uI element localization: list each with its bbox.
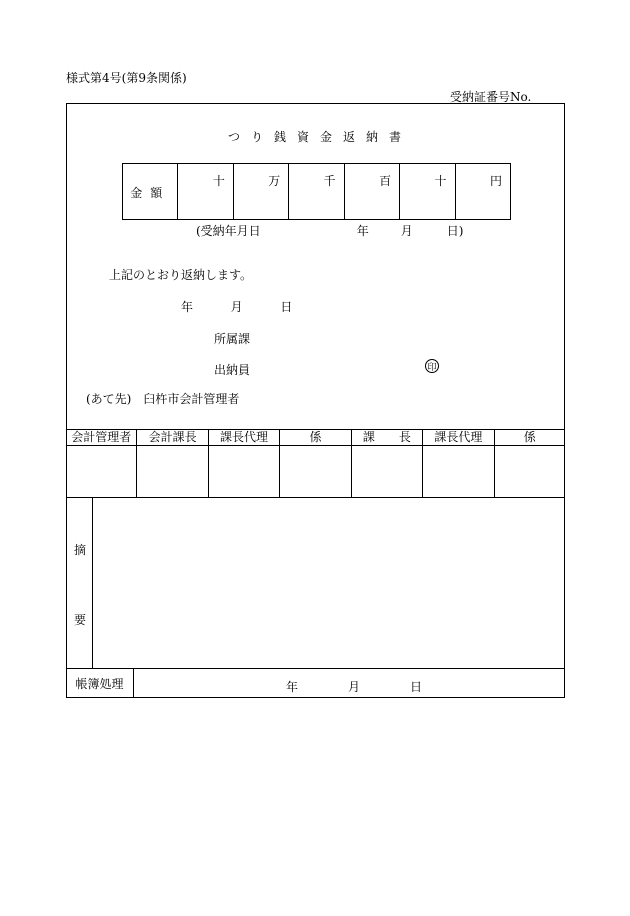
approval-stamp-box[interactable] xyxy=(66,446,136,497)
approval-column xyxy=(494,430,565,497)
addressee xyxy=(86,390,239,407)
amount-label-cell xyxy=(123,164,177,219)
summary-label-char: 摘 xyxy=(74,543,87,557)
amount-digit-cell[interactable] xyxy=(288,164,343,219)
receipt-date-open: (受納年月日 xyxy=(196,224,261,238)
summary-label-char: 要 xyxy=(74,613,87,627)
seal-mark xyxy=(425,359,439,373)
approval-stamp-box[interactable] xyxy=(352,446,422,497)
approval-stamp-box[interactable] xyxy=(280,446,350,497)
summary-section xyxy=(66,497,565,668)
unit-label: 円 xyxy=(489,174,502,188)
approval-stamp-box[interactable] xyxy=(495,446,565,497)
approval-column xyxy=(136,430,207,497)
receipt-date-line xyxy=(196,222,463,239)
approval-header: 係 xyxy=(495,430,565,446)
approval-column xyxy=(66,430,136,497)
ledger-date-month: 月 xyxy=(348,680,361,694)
amount-digit-cell[interactable] xyxy=(455,164,510,219)
addressee-label: (あて先) xyxy=(86,392,132,406)
clerk-label: 出納員 xyxy=(214,363,251,377)
unit-label: 百 xyxy=(379,174,392,188)
summary-label-column xyxy=(66,498,93,668)
receipt-date-year: 年 xyxy=(356,224,369,238)
receipt-number-label: 受納証番号No. xyxy=(450,90,532,104)
ledger-date-year: 年 xyxy=(286,680,299,694)
amount-digit-cell[interactable] xyxy=(177,164,232,219)
ledger-date-day: 日 xyxy=(410,680,423,694)
receipt-date-month: 月 xyxy=(400,224,413,238)
unit-label: 十 xyxy=(212,174,225,188)
sign-date-day: 日 xyxy=(280,300,293,314)
unit-label: 十 xyxy=(434,174,447,188)
sign-date-month: 月 xyxy=(230,300,243,314)
approval-table xyxy=(66,429,565,497)
addressee-name: 臼杵市会計管理者 xyxy=(143,392,240,406)
approval-stamp-box[interactable] xyxy=(137,446,207,497)
approval-column xyxy=(422,430,493,497)
department-label: 所属課 xyxy=(214,332,251,346)
unit-label: 万 xyxy=(268,174,281,188)
receipt-date-day: 日) xyxy=(446,224,464,238)
approval-header: 係 xyxy=(280,430,350,446)
summary-content-area[interactable] xyxy=(93,498,565,668)
approval-column xyxy=(351,430,422,497)
unit-label: 千 xyxy=(323,174,336,188)
approval-stamp-box[interactable] xyxy=(423,446,493,497)
approval-column xyxy=(208,430,279,497)
ledger-row xyxy=(66,668,565,698)
amount-digit-cell[interactable] xyxy=(399,164,454,219)
form-title: つり銭資金返納書 xyxy=(228,130,413,144)
sign-date-line xyxy=(181,298,292,315)
amount-digit-cell[interactable] xyxy=(233,164,288,219)
approval-stamp-box[interactable] xyxy=(209,446,279,497)
amount-label: 金額 xyxy=(130,186,171,200)
approval-header: 課長代理 xyxy=(423,430,493,446)
return-statement: 上記のとおり返納します。 xyxy=(109,268,253,282)
amount-digit-cell[interactable] xyxy=(344,164,399,219)
ledger-date[interactable] xyxy=(286,678,422,695)
amount-table xyxy=(122,163,511,220)
approval-header: 課 長 xyxy=(352,430,422,446)
approval-header: 会計管理者 xyxy=(66,430,136,446)
approval-column xyxy=(279,430,350,497)
form-number: 様式第4号(第9条関係) xyxy=(66,71,187,85)
approval-header: 会計課長 xyxy=(137,430,207,446)
seal-char: 印 xyxy=(427,362,437,373)
sign-date-year: 年 xyxy=(181,300,194,314)
approval-header: 課長代理 xyxy=(209,430,279,446)
ledger-label: 帳簿処理 xyxy=(66,669,134,698)
